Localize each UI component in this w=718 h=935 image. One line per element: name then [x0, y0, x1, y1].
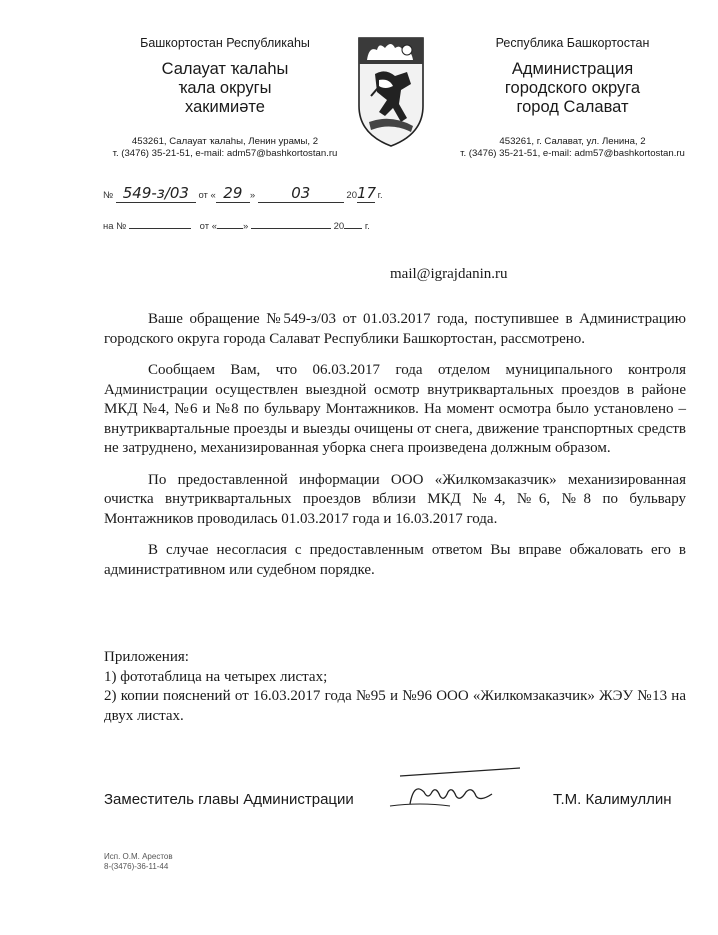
- executor-name: Исп. О.М. Арестов: [104, 852, 173, 861]
- recipient-email: mail@igrajdanin.ru: [390, 266, 508, 282]
- outgoing-year: 17: [357, 184, 377, 202]
- attachments-block: [104, 648, 686, 726]
- incoming-year-prefix: 20: [333, 221, 345, 232]
- incoming-month-blank: [251, 217, 331, 229]
- header-left-city: Салауат ҡалаhы: [161, 60, 289, 78]
- salavat-coat-of-arms-icon: [355, 34, 427, 149]
- incoming-label: на №: [103, 221, 127, 232]
- body-paragraph-1: Ваше обращение №549-з/03 от 01.03.2017 года, поступившее в Администрацию городского округа города Салават Республики Башкортостан, рассмотрено.: [104, 311, 686, 347]
- header-right-republic: Республика Башкортостан: [495, 36, 650, 50]
- signatory-name: Т.М. Калимуллин: [553, 791, 672, 808]
- header-left-republic: Башкортостан Республикаhы: [140, 36, 310, 50]
- header-right-administration: Администрация: [511, 60, 634, 78]
- incoming-number-line: [103, 217, 370, 232]
- outgoing-number: 549-з/03: [116, 184, 196, 203]
- attachment-item-1: 1) фототаблица на четырех листах;: [104, 668, 328, 685]
- header-left-address: 453261, Салауат ҡалаhы, Ленин урамы, 2: [131, 136, 319, 147]
- header-left-administration: хакимиәте: [185, 98, 265, 116]
- executor-block: [104, 852, 173, 872]
- header-left-contacts: т. (3476) 35-21-51, e-mail: adm57@bashkortostan.ru: [112, 148, 338, 159]
- header-right-block: [435, 36, 710, 160]
- header-right-district: городского округа: [504, 79, 641, 97]
- body-paragraph-4: В случае несогласия с предоставленным ответом Вы вправе обжаловать его в административном или судебном порядке.: [104, 542, 686, 578]
- incoming-number-blank: [129, 217, 191, 229]
- outgoing-no-label: №: [103, 190, 114, 201]
- header-right-contacts: т. (3476) 35-21-51, e-mail: adm57@bashkortostan.ru: [460, 148, 685, 159]
- outgoing-close-quote: »: [249, 190, 256, 201]
- letter-body: [104, 310, 686, 580]
- signatory-title: Заместитель главы Администрации: [104, 791, 354, 808]
- attachments-title: Приложения:: [104, 649, 189, 665]
- incoming-year-blank: [344, 217, 362, 229]
- incoming-day-blank: [217, 217, 243, 229]
- incoming-year-end: г.: [364, 221, 370, 232]
- executor-phone: 8-(3476)-36-11-44: [104, 862, 169, 871]
- body-paragraph-3: По предоставленной информации ООО «Жилкомзаказчик» механизированная очистка внутриквартальных проездов вблизи МКД №4, №6, №8 по бульвару Монтажников проводилась 01.03.2017 года и 16.03.2017 года.: [104, 471, 686, 527]
- header-left-block: [100, 36, 350, 160]
- attachment-item-2: 2) копии пояснений от 16.03.2017 года №95 и №96 ООО «Жилкомзаказчик» ЖЭУ №13 на двух листах.: [104, 688, 686, 724]
- outgoing-day: 29: [216, 184, 250, 203]
- header-left-district: ҡала округы: [178, 79, 272, 97]
- outgoing-number-line: [103, 184, 383, 203]
- body-paragraph-2: Сообщаем Вам, что 06.03.2017 года отделом муниципального контроля Администрации осуществлен выездной осмотр внутриквартальных проездов в районе МКД №4, №6 и №8 по бульвару Монтажников. На момент осмотра было установлено – внутриквартальные проезды и выезды очищены от снега, движение транспортных средств не затруднено, механизированная уборка снега произведена должным образом.: [104, 362, 686, 456]
- outgoing-from-label: от «: [198, 190, 216, 201]
- outgoing-month: 03: [258, 184, 344, 203]
- incoming-from-label: от «: [199, 221, 218, 232]
- header-right-city: город Салават: [516, 98, 629, 116]
- outgoing-year-end: г.: [377, 190, 383, 201]
- header-right-address: 453261, г. Салават, ул. Ленина, 2: [499, 136, 646, 147]
- incoming-close-quote: »: [243, 221, 249, 232]
- handwritten-signature-icon: [380, 762, 530, 812]
- outgoing-year-prefix: 20: [346, 190, 357, 201]
